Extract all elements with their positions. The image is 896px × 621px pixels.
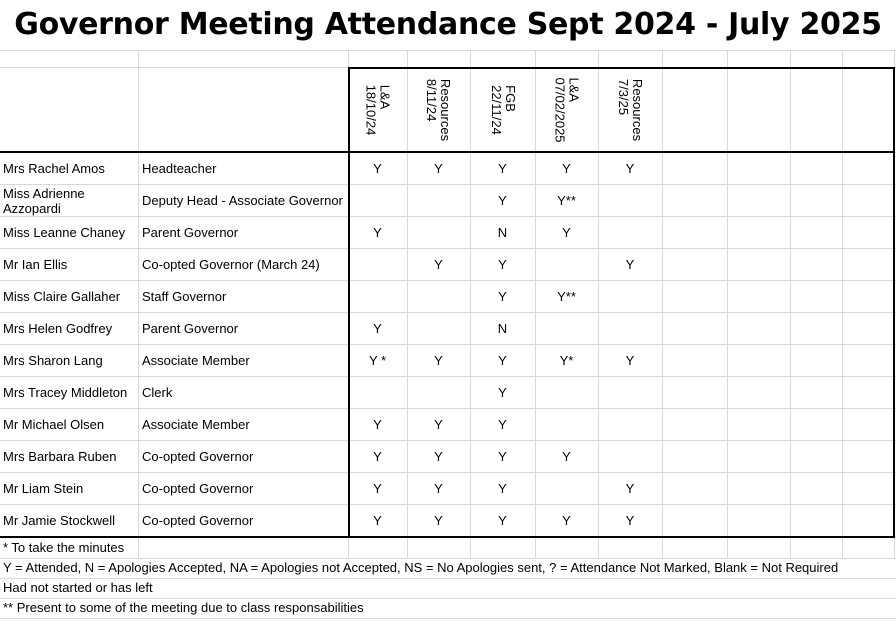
member-name: Miss Leanne Chaney bbox=[3, 225, 126, 240]
footnote-left: Had not started or has left bbox=[3, 580, 153, 595]
member-name: Miss Claire Gallaher bbox=[3, 289, 121, 304]
attendance-mark: Y bbox=[373, 417, 382, 432]
member-name: Mrs Rachel Amos bbox=[3, 161, 105, 176]
attendance-mark bbox=[407, 185, 470, 217]
meeting-date: 07/02/2025 bbox=[552, 77, 568, 143]
attendance-mark bbox=[407, 313, 470, 345]
attendance-mark: Y bbox=[498, 481, 507, 496]
grid-line-h bbox=[0, 618, 896, 619]
attendance-mark bbox=[348, 185, 407, 217]
attendance-mark: Y bbox=[434, 417, 443, 432]
attendance-mark bbox=[407, 377, 470, 409]
member-name: Mr Liam Stein bbox=[3, 481, 84, 496]
attendance-mark: Y bbox=[562, 513, 571, 528]
meeting-date: 18/10/24 bbox=[363, 84, 379, 136]
member-role: Clerk bbox=[142, 385, 173, 400]
attendance-mark bbox=[598, 281, 662, 313]
attendance-mark: Y bbox=[625, 513, 635, 528]
meeting-type: Resources bbox=[438, 78, 454, 142]
member-role: Headteacher bbox=[142, 161, 217, 176]
grid-line-v bbox=[727, 50, 728, 558]
attendance-mark: Y bbox=[498, 193, 507, 208]
member-role: Parent Governor bbox=[142, 225, 239, 240]
meeting-type: L&A bbox=[566, 77, 582, 103]
attendance-mark: Y bbox=[498, 449, 507, 464]
grid-line-v bbox=[894, 50, 895, 558]
member-name: Mrs Helen Godfrey bbox=[3, 321, 113, 336]
attendance-mark: N bbox=[497, 321, 508, 336]
meeting-header bbox=[348, 68, 407, 152]
member-name: Mrs Barbara Ruben bbox=[3, 449, 117, 464]
attendance-mark: Y bbox=[434, 481, 443, 496]
member-name: Mr Michael Olsen bbox=[3, 417, 105, 432]
member-name: Mrs Tracey Middleton bbox=[3, 385, 128, 400]
attendance-mark: Y bbox=[498, 161, 507, 176]
attendance-mark bbox=[348, 377, 407, 409]
member-name: Mrs Sharon Lang bbox=[3, 353, 103, 368]
attendance-mark bbox=[535, 313, 598, 345]
member-name: Mr Jamie Stockwell bbox=[3, 513, 115, 528]
attendance-mark bbox=[407, 281, 470, 313]
attendance-mark bbox=[598, 377, 662, 409]
attendance-mark bbox=[598, 185, 662, 217]
attendance-mark: Y bbox=[373, 321, 382, 336]
attendance-mark: Y bbox=[562, 449, 571, 464]
attendance-mark bbox=[535, 249, 598, 281]
attendance-mark: N bbox=[497, 225, 508, 240]
member-role: Associate Member bbox=[142, 353, 250, 368]
attendance-mark bbox=[348, 281, 407, 313]
attendance-mark bbox=[598, 441, 662, 473]
member-role: Deputy Head - Associate Governor bbox=[142, 193, 343, 208]
attendance-mark bbox=[598, 409, 662, 441]
member-role: Co-opted Governor (March 24) bbox=[142, 257, 320, 272]
attendance-mark bbox=[598, 313, 662, 345]
attendance-mark: Y bbox=[498, 257, 507, 272]
attendance-mark: Y bbox=[625, 257, 635, 272]
meeting-header-label bbox=[553, 77, 581, 142]
attendance-mark: Y bbox=[434, 449, 443, 464]
grid-line-v bbox=[790, 50, 791, 558]
attendance-mark: Y** bbox=[557, 193, 576, 208]
page-title: Governor Meeting Attendance Sept 2024 - July 2025 bbox=[0, 0, 896, 51]
meeting-type: L&A bbox=[377, 84, 393, 110]
attendance-mark bbox=[535, 377, 598, 409]
attendance-mark: Y bbox=[434, 513, 443, 528]
attendance-mark: Y* bbox=[559, 353, 574, 368]
attendance-mark: Y * bbox=[368, 353, 387, 368]
member-role: Associate Member bbox=[142, 417, 250, 432]
meeting-header bbox=[598, 68, 662, 152]
meeting-type: FGB bbox=[502, 85, 518, 112]
member-name: Mr Ian Ellis bbox=[3, 257, 68, 272]
grid-line-v bbox=[662, 50, 663, 558]
attendance-mark: Y bbox=[373, 161, 382, 176]
meeting-header bbox=[407, 68, 470, 152]
attendance-mark: Y bbox=[434, 257, 443, 272]
meeting-header-label bbox=[616, 79, 644, 141]
attendance-mark: Y** bbox=[557, 289, 576, 304]
meeting-header bbox=[535, 68, 598, 152]
meeting-header bbox=[470, 68, 535, 152]
meeting-header-label bbox=[424, 79, 452, 141]
member-role: Parent Governor bbox=[142, 321, 239, 336]
attendance-mark bbox=[535, 409, 598, 441]
meeting-date: 8/11/24 bbox=[424, 78, 440, 122]
member-role: Co-opted Governor bbox=[142, 449, 254, 464]
attendance-mark bbox=[535, 473, 598, 505]
attendance-mark: Y bbox=[373, 225, 382, 240]
attendance-mark: Y bbox=[498, 513, 507, 528]
member-role: Co-opted Governor bbox=[142, 513, 254, 528]
attendance-mark: Y bbox=[625, 161, 635, 176]
member-role: Staff Governor bbox=[142, 289, 227, 304]
meeting-date: 7/3/25 bbox=[615, 78, 631, 116]
footnote-minutes: * To take the minutes bbox=[3, 540, 125, 555]
attendance-mark: Y bbox=[373, 481, 382, 496]
attendance-mark: Y bbox=[498, 353, 507, 368]
attendance-mark: Y bbox=[562, 225, 571, 240]
attendance-mark: Y bbox=[373, 449, 382, 464]
attendance-mark: Y bbox=[434, 161, 443, 176]
grid-line-v bbox=[842, 50, 843, 558]
meeting-header-label bbox=[488, 85, 516, 135]
meeting-type: Resources bbox=[629, 78, 645, 142]
attendance-mark: Y bbox=[625, 353, 635, 368]
member-role: Co-opted Governor bbox=[142, 481, 254, 496]
meeting-date: 22/11/24 bbox=[488, 85, 504, 135]
attendance-mark bbox=[598, 217, 662, 249]
attendance-mark: Y bbox=[562, 161, 571, 176]
attendance-mark: Y bbox=[498, 385, 507, 400]
attendance-mark bbox=[407, 217, 470, 249]
attendance-mark: Y bbox=[625, 481, 635, 496]
meeting-header-label bbox=[363, 85, 391, 136]
member-name: Miss Adrienne Azzopardi bbox=[3, 186, 85, 216]
attendance-mark: Y bbox=[373, 513, 382, 528]
grid-line-v bbox=[138, 50, 139, 558]
footnote-key: Y = Attended, N = Apologies Accepted, NA = Apologies not Accepted, NS = No Apologies sent, ? = Attendance Not Marked, Blank = Not Required bbox=[3, 560, 839, 575]
attendance-mark: Y bbox=[498, 289, 507, 304]
attendance-mark: Y bbox=[434, 353, 443, 368]
footnote-partial: ** Present to some of the meeting due to class responsabilities bbox=[3, 600, 364, 615]
attendance-mark: Y bbox=[498, 417, 507, 432]
attendance-mark bbox=[348, 249, 407, 281]
table-border-right bbox=[893, 67, 895, 538]
